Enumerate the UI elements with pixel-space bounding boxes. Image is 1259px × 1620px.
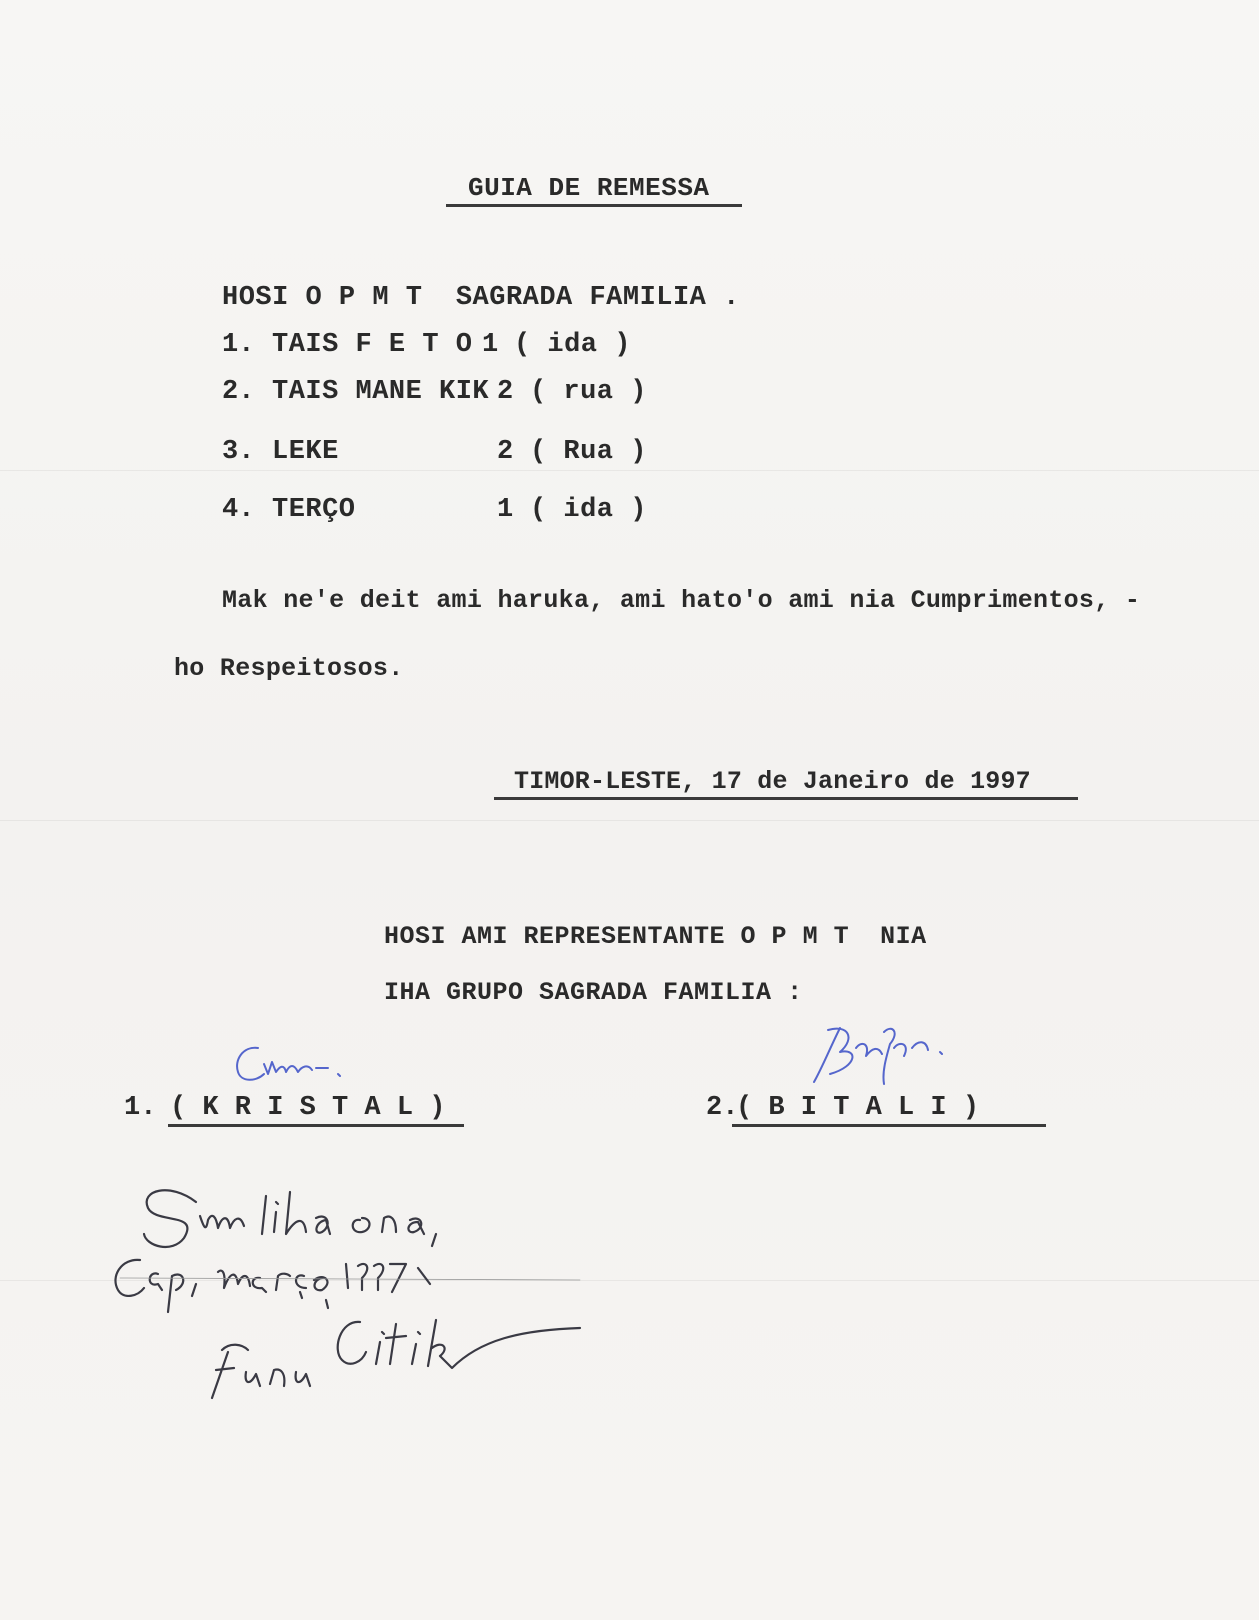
signature-bitali: [800, 1018, 960, 1098]
item-number: 3.: [222, 437, 255, 467]
item-number: 2.: [222, 377, 255, 407]
item-unit: ( ida ): [514, 330, 631, 360]
title-underline: [446, 204, 742, 207]
item-unit: ( rua ): [530, 377, 647, 407]
item-name: TAIS MANE KIK: [272, 377, 490, 407]
signatory-name: ( K R I S T A L ): [170, 1093, 446, 1123]
item-name: LEKE: [272, 437, 339, 467]
item-unit: ( Rua ): [530, 437, 647, 467]
body-text-line-2: ho Respeitosos.: [174, 654, 404, 683]
signatory-underline: [732, 1124, 1046, 1127]
signatory-underline: [168, 1124, 464, 1127]
from-line: HOSI O P M T SAGRADA FAMILIA .: [222, 283, 740, 313]
signatory-number: 2.: [706, 1093, 739, 1123]
item-qty: 2: [497, 377, 514, 407]
item-qty: 1: [482, 330, 499, 360]
representative-line-2: IHA GRUPO SAGRADA FAMILIA :: [384, 978, 803, 1007]
signatory-name: ( B I T A L I ): [736, 1093, 980, 1123]
item-number: 1.: [222, 330, 255, 360]
item-number: 4.: [222, 495, 255, 525]
document-title: GUIA DE REMESSA: [468, 173, 710, 203]
signature-kristal: [228, 1040, 358, 1090]
item-qty: 2: [497, 437, 514, 467]
place-date: TIMOR-LESTE, 17 de Janeiro de 1997: [514, 767, 1031, 796]
representative-line-1: HOSI AMI REPRESENTANTE O P M T NIA: [384, 922, 927, 951]
paper-fold: [0, 820, 1259, 821]
paper-fold: [0, 470, 1259, 471]
item-qty: 1: [497, 495, 514, 525]
handwritten-note: [100, 1172, 600, 1412]
item-name: TAIS F E T O: [272, 330, 473, 360]
date-underline: [494, 797, 1078, 800]
body-text-line-1: Mak ne'e deit ami haruka, ami hato'o ami nia Cumprimentos, -: [222, 586, 1141, 615]
signatory-number: 1.: [124, 1093, 157, 1123]
item-unit: ( ida ): [530, 495, 647, 525]
item-name: TERÇO: [272, 495, 356, 525]
